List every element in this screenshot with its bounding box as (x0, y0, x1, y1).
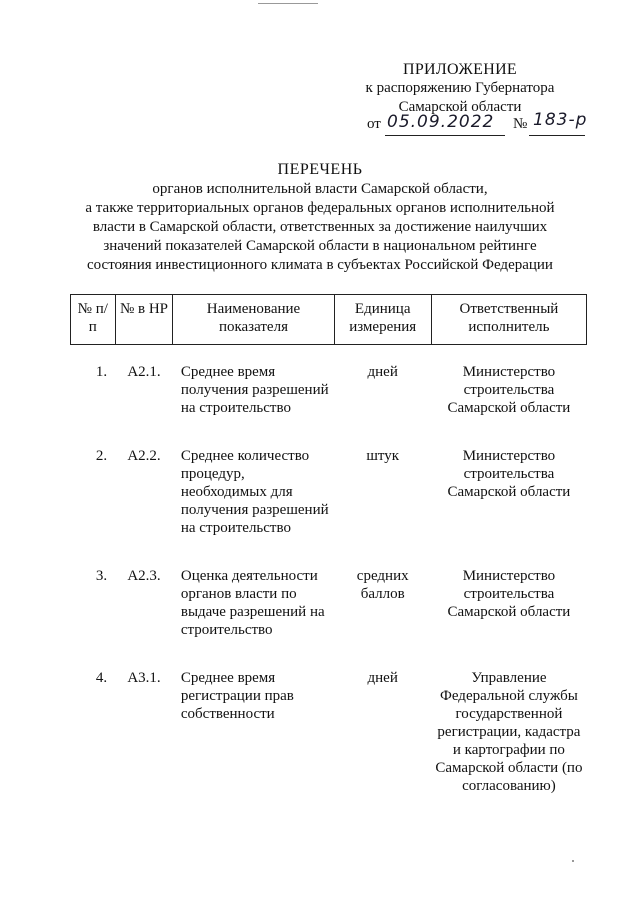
header-unit: Единица измерения (334, 295, 431, 345)
cell-resp: Управление Федеральной службы государственной регистрации, кадастра и картографии по Самарской области (по согласованию) (435, 670, 583, 794)
heading-line: значений показателей Самарской области в национальном рейтинге (103, 238, 537, 254)
cell-nr: А2.2. (127, 448, 161, 464)
cell-no: 2. (95, 448, 108, 464)
order-number: 183-р (533, 110, 588, 130)
cell-resp: Министерство строительства Самарской области (447, 568, 571, 620)
heading-line: состояния инвестиционного климата в субъектах Российской Федерации (87, 257, 553, 273)
header-name: Наименование показателя (173, 295, 334, 345)
cell-nr: А2.3. (127, 568, 161, 584)
cell-no: 4. (95, 670, 108, 686)
order-date-number (367, 112, 597, 138)
table-header-row (71, 295, 587, 345)
cell-unit: дней (367, 670, 398, 686)
heading-line: власти в Самарской области, ответственных за достижение наилучших (92, 219, 548, 235)
appendix-line-2: Самарской области (398, 99, 522, 115)
number-underline (529, 135, 585, 136)
scan-mark (572, 860, 574, 862)
cell-no: 1. (95, 364, 108, 380)
cell-name: Оценка деятельности органов власти по выдаче разрешений на строительство (180, 568, 325, 638)
cell-unit: штук (366, 448, 400, 464)
cell-name: Среднее количество процедур, необходимых для получения разрешений на строительство (180, 448, 329, 536)
table-row (71, 345, 587, 418)
table-row (71, 447, 587, 537)
cell-resp: Министерство строительства Самарской области (447, 364, 571, 416)
table-row (71, 669, 587, 795)
cell-nr: А2.1. (127, 364, 161, 380)
appendix-block (360, 60, 560, 117)
table-row (71, 567, 587, 639)
heading-title: ПЕРЕЧЕНЬ (277, 161, 363, 178)
heading-line: органов исполнительной власти Самарской области, (152, 181, 488, 197)
cell-no: 3. (95, 568, 108, 584)
cell-resp: Министерство строительства Самарской области (447, 448, 571, 500)
order-date: 05.09.2022 (387, 112, 495, 132)
date-underline (385, 135, 505, 136)
appendix-line-1: к распоряжению Губернатора (365, 80, 555, 96)
cell-unit: средних баллов (356, 568, 409, 602)
appendix-title: ПРИЛОЖЕНИЕ (402, 61, 517, 78)
scan-mark (258, 3, 318, 4)
responsibility-table (70, 294, 587, 795)
heading-line: а также территориальных органов федеральных органов исполнительной (85, 200, 555, 216)
cell-name: Среднее время регистрации прав собственности (180, 670, 294, 722)
header-nr: № в НР (115, 295, 173, 345)
from-label: от (367, 116, 381, 132)
cell-name: Среднее время получения разрешений на строительство (180, 364, 329, 416)
document-heading (70, 160, 570, 275)
number-label: № (513, 116, 528, 132)
cell-unit: дней (367, 364, 398, 380)
header-resp: Ответственный исполнитель (431, 295, 586, 345)
cell-nr: А3.1. (127, 670, 161, 686)
header-no: № п/п (71, 295, 116, 345)
